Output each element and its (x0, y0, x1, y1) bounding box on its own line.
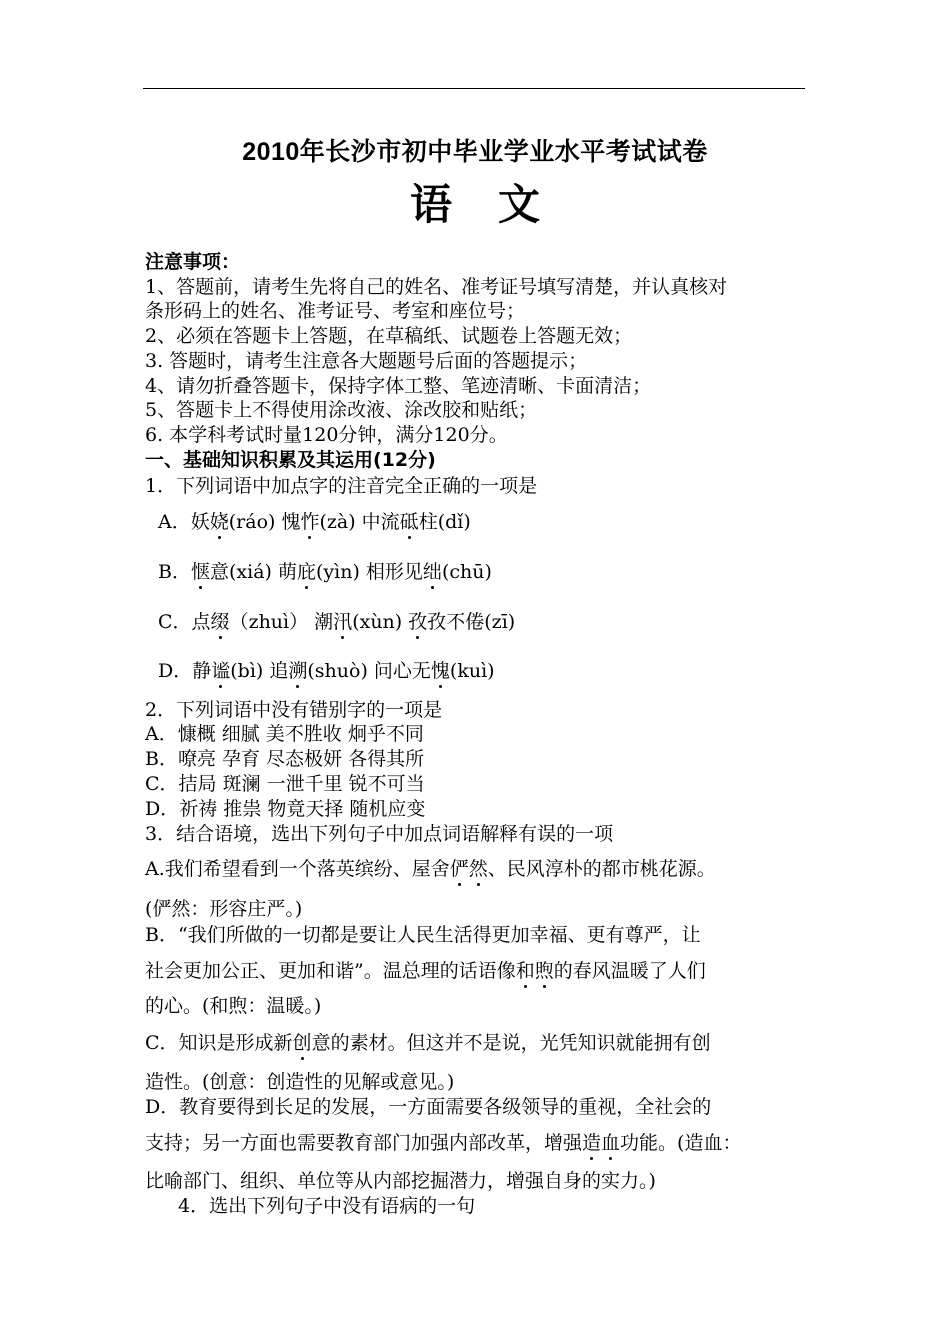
emphasis-char: 砥 (399, 511, 419, 533)
notes-item: 条形码上的姓名、准考证号、考室和座位号； (145, 300, 526, 322)
emphasis-char: 煦 (534, 960, 554, 982)
emphasis-char: 汛 (333, 611, 353, 633)
question-3-option-c: C．知识是形成新创意的素材。但这并不是说，光凭知识就能拥有创 (145, 1032, 711, 1054)
emphasis-char: 娆 (209, 511, 229, 533)
emphasis-char: 愧 (430, 660, 450, 682)
exam-title: 2010年长沙市初中毕业学业水平考试试卷 (242, 138, 708, 166)
emphasis-char: 怍 (300, 511, 320, 533)
emphasis-char: 谧 (211, 660, 231, 682)
question-3-option-b-note: 的心。(和煦：温暖。) (145, 995, 322, 1017)
question-1-option-c: C．点缀（zhuì） 潮汛(xùn) 孜孜不倦(zī) (158, 611, 516, 633)
question-1-stem: 1．下列词语中加点字的注音完全正确的一项是 (145, 475, 538, 497)
emphasis-char: 创 (292, 1032, 312, 1054)
question-3-option-a-note: (俨然：形容庄严。) (145, 898, 303, 920)
emphasis-char: 造 (582, 1132, 602, 1154)
emphasis-char: 血 (601, 1132, 621, 1154)
question-3-stem: 3．结合语境，选出下列句子中加点词语解释有误的一项 (145, 823, 614, 845)
emphasis-char: 然 (468, 858, 488, 880)
question-2-option: B．嘹亮 孕育 尽态极妍 各得其所 (145, 748, 425, 770)
emphasis-char: 孜 (408, 611, 428, 633)
question-4-stem: 4．选出下列句子中没有语病的一句 (178, 1195, 476, 1217)
notes-item: 3. 答题时，请考生注意各大题题号后面的答题提示； (145, 350, 588, 372)
notes-item: 1、答题前，请考生先将自己的姓名、准考证号填写清楚，并认真核对 (145, 276, 728, 298)
emphasis-char: 缀 (210, 611, 230, 633)
emphasis-char: 和 (515, 960, 535, 982)
section-heading: 一、基础知识积累及其运用(12分) (145, 449, 436, 471)
question-3-option-a: A.我们希望看到一个落英缤纷、屋舍俨然、民风淳朴的都市桃花源。 (145, 858, 716, 880)
emphasis-char: 庇 (296, 561, 316, 583)
notes-item: 6. 本学科考试时量120分钟，满分120分。 (145, 424, 508, 446)
question-2-option: A．慷概 细腻 美不胜收 炯乎不同 (145, 723, 424, 745)
question-3-option-b: B．“我们所做的一切都是要让人民生活得更加幸福、更有尊严，让 (145, 924, 701, 946)
emphasis-char: 绌 (422, 561, 442, 583)
subject-char-2: 文 (498, 180, 541, 229)
question-3-option-d: D．教育要得到长足的发展，一方面需要各级领导的重视，全社会的 (145, 1096, 712, 1118)
notes-item: 2、必须在答题卡上答题，在草稿纸、试题卷上答题无效； (145, 325, 633, 347)
question-3-option-b-cont: 社会更加公正、更加和谐”。温总理的话语像和煦的春风温暖了人们 (145, 960, 706, 982)
question-3-option-d-note: 比喻部门、组织、单位等从内部挖掘潜力，增强自身的实力。) (145, 1170, 656, 1192)
header-rule (143, 88, 805, 89)
question-2-option: D．祈祷 推祟 物竟天择 随机应变 (145, 798, 426, 820)
notes-item: 5、答题卡上不得使用涂改液、涂改胶和贴纸； (145, 399, 538, 421)
question-1-option-b: B．惬意(xiá) 萌庇(yìn) 相形见绌(chū) (158, 561, 492, 583)
question-2-stem: 2．下列词语中没有错别字的一项是 (145, 699, 443, 721)
emphasis-char: 溯 (288, 660, 308, 682)
question-3-option-c-note: 造性。(创意：创造性的见解或意见。) (145, 1071, 455, 1093)
notes-item: 4、请勿折叠答题卡，保持字体工整、笔迹清晰、卡面清洁； (145, 375, 652, 397)
subject-char-1: 语 (409, 180, 452, 229)
emphasis-char: 俨 (449, 858, 469, 880)
question-1-option-d: D．静谧(bì) 追溯(shuò) 问心无愧(kuì) (158, 660, 495, 682)
question-2-option: C．拮局 斑澜 一泄千里 锐不可当 (145, 773, 425, 795)
subject-title (0, 172, 950, 232)
question-1-option-a: A．妖娆(ráo) 愧怍(zà) 中流砥柱(dǐ) (158, 511, 471, 533)
emphasis-char: 惬 (190, 561, 210, 583)
question-3-option-d-cont: 支持；另一方面也需要教育部门加强内部改革，增强造血功能。(造血： (145, 1132, 742, 1154)
notes-heading: 注意事项： (145, 251, 241, 273)
